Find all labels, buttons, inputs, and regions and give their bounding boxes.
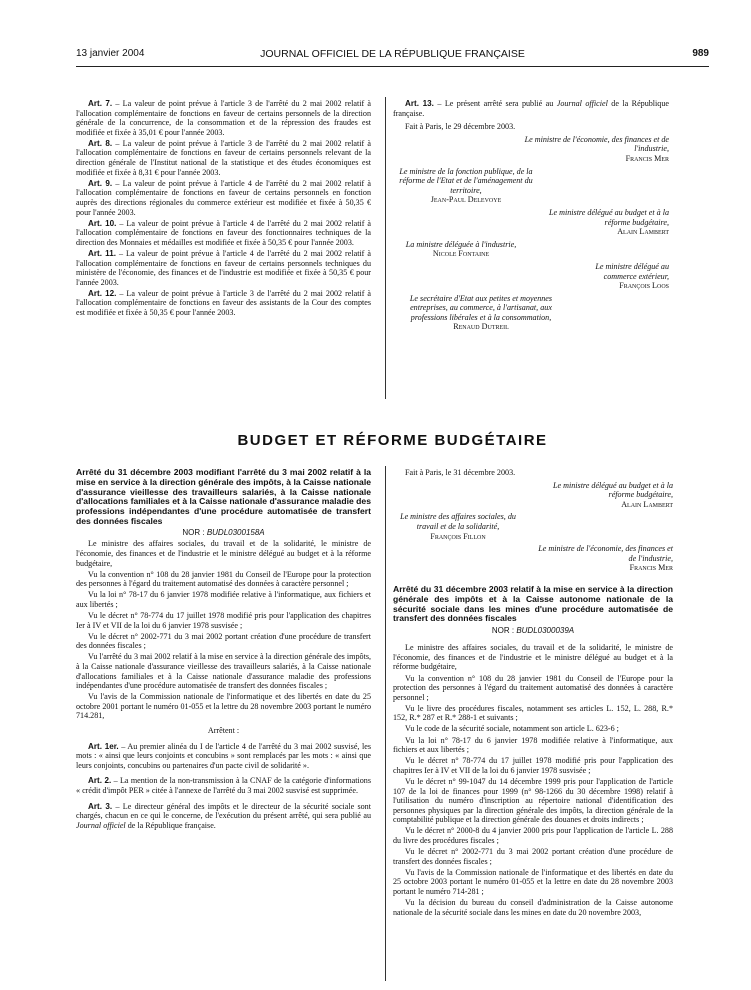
paragraph: Vu l'arrêté du 3 mai 2002 relatif à la mise en service à la direction générale des impôts, à la Caisse nationale d'assurance vieillesse des travailleurs salariés, à la Caisse nationale d'allocations familiales et à la Caisse nationale d'assurance maladie des professions indépendantes d'une procédure automatisée de transfert des données fiscales ; — [76, 652, 371, 691]
article-label: Art. 12. — [88, 288, 117, 298]
paragraph: Le ministre des affaires sociales, du travail et de la solidarité, le ministre de l'économie, des finances et de l'industrie et le ministre délégué au budget et à la réforme budgétaire, — [393, 643, 673, 672]
top-left-column — [76, 99, 371, 319]
paragraph: Vu le livre des procédures fiscales, notamment ses articles L. 152, L. 288, R.* 152, R.* 287 et R.* 288-1 et suivants ; — [393, 703, 673, 723]
signature-block — [393, 167, 669, 205]
article — [76, 219, 371, 248]
signatory-role: Le ministre des affaires sociales, du travail et de la solidarité, — [400, 512, 516, 531]
signature-block — [393, 240, 669, 259]
signature-block — [393, 208, 669, 237]
paragraph: Vu l'avis de la Commission nationale de l'informatique et des libertés en date du 25 octobre 2001 portant le numéro 01-055 et la lettre du 28 novembre 2003 portant le numéro 714.281, — [76, 692, 371, 721]
signatory-role: La ministre déléguée à l'industrie, — [405, 239, 517, 249]
article — [76, 179, 371, 217]
journal-ref: Journal officiel — [556, 99, 608, 108]
nor-label: NOR : — [491, 625, 517, 635]
paragraph: Vu la loi n° 78-17 du 6 janvier 1978 modifiée relative à l'informatique, aux fichiers et aux libertés ; — [76, 590, 371, 609]
article-13 — [393, 99, 669, 118]
signatory-role: Le ministre délégué au commerce extérieur, — [595, 261, 669, 281]
article-text: – La mention de la non-transmission à la CNAF de la catégorie d'informations « crédit d'impôt PER » citée à l'annexe de l'arrêté du 3 mai 2002 susvisé est supprimée. — [76, 776, 371, 796]
section-title: BUDGET ET RÉFORME BUDGÉTAIRE — [237, 432, 548, 449]
signatory-role: Le ministre de l'économie, des finances et de l'industrie, — [524, 134, 669, 154]
article-text: – La valeur de point prévue à l'article 3 de l'arrêté du 2 mai 2002 relatif à l'allocation complémentaire de fonctions en faveur de certains personnels relevant de la direction générale de l'Institut national de la statistique et des études économiques est modifiée et fixée à 8,31 € pour l'année 2003. — [76, 138, 371, 177]
paragraph: Vu le décret n° 78-774 du 17 juillet 1978 modifié pris pour l'application des chapitres Ier à IV et VII de la loi du 6 janvier 1978 susvisée ; — [393, 756, 673, 775]
signatory-name: Nicole Fontaine — [432, 249, 490, 259]
fait-a-paris: Fait à Paris, le 29 décembre 2003. — [405, 122, 516, 132]
signatory-name: Alain Lambert — [617, 227, 669, 237]
paragraph: Vu la convention n° 108 du 28 janvier 1981 du Conseil de l'Europe pour la protection des personnes à l'égard du traitement automatisé des données à caractère personnel ; — [393, 673, 673, 702]
signature-block — [393, 512, 673, 541]
article — [76, 742, 371, 771]
signature-block — [393, 481, 673, 510]
paragraph: Vu le décret n° 78-774 du 17 juillet 1978 modifié pris pour l'application des chapitres Ier à IV et VII de la loi du 6 janvier 1978 susvisée ; — [76, 611, 371, 630]
nor-label: NOR : — [182, 528, 207, 538]
article-text: – Au premier alinéa du I de l'article 4 de l'arrêté du 3 mai 2002 susvisé, les mots : « ainsi que leurs conjoints et concubins » sont remplacés par les mots : « ainsi que leurs conjoints, concubins ou partenaires d'un pacte civil de solidarité ». — [76, 741, 371, 770]
arretent: Arrêtent : — [207, 726, 240, 736]
signature-block — [393, 135, 669, 164]
article-text: de la République française. — [393, 99, 669, 118]
paragraph: Vu le décret n° 2002-771 du 3 mai 2002 portant création d'une procédure de transfert des données fiscales ; — [76, 631, 371, 651]
article-label: Art. 3. — [88, 801, 113, 811]
article — [76, 289, 371, 318]
column-divider-top — [385, 97, 386, 399]
arrete-title: Arrêté du 31 décembre 2003 modifiant l'arrêté du 3 mai 2002 relatif à la mise en service à la direction générale des impôts, à la Caisse nationale d'assurance vieillesse des travailleurs salariés, à la Caisse nationale d'allocations familiales et à la Caisse nationale d'assurance maladie des professions indépendantes d'une procédure automatisée de transfert des données fiscales — [76, 467, 371, 526]
paragraph: Vu la décision du bureau du conseil d'administration de la Caisse autonome nationale de la sécurité sociale dans les mines en date du 20 novembre 2003, — [393, 898, 673, 917]
nor-code: BUDL0300158A — [206, 528, 265, 538]
signature-block — [393, 294, 669, 332]
arrete-2-column — [393, 468, 673, 919]
article-text: – Le directeur général des impôts et le directeur de la sécurité sociale sont chargés, chacun en ce qui le concerne, de l'exécution du présent arrêté, qui sera publié au — [76, 801, 371, 821]
article-label: Art. 13. — [405, 99, 434, 108]
signatory-name: François Loos — [619, 281, 669, 291]
paragraph: Vu le décret n° 2002-771 du 3 mai 2002 portant création d'une procédure de transfert des données fiscales ; — [393, 847, 673, 866]
page-header — [76, 48, 709, 66]
journal-title: JOURNAL OFFICIEL DE LA RÉPUBLIQUE FRANÇAISE — [260, 48, 525, 60]
nor-code: BUDL0300039A — [516, 625, 575, 635]
nor-reference — [76, 528, 371, 538]
signatory-role: Le ministre de la fonction publique, de la réforme de l'Etat et de l'aménagement du territoire, — [399, 166, 533, 195]
fait-a-paris: Fait à Paris, le 31 décembre 2003. — [405, 468, 516, 477]
paragraph: Vu l'avis de la Commission nationale de l'informatique et des libertés en date du 25 octobre 2003 portant le numéro 01-055 et la lettre en date du 28 novembre 2003 portant le numéro 714-281 ; — [393, 867, 673, 896]
page-number: 989 — [692, 48, 709, 59]
article-label: Art. 1er. — [88, 741, 119, 751]
article — [76, 776, 371, 795]
article-text: – La valeur de point prévue à l'article 3 de l'arrêté du 2 mai 2002 relatif à l'allocation complémentaire de fonctions en faveur des assistants de la Cour des comptes est modifiée et fixée à 50,35 € pour l'année 2003. — [76, 288, 371, 317]
signatory-name: Francis Mer — [629, 563, 673, 573]
signatory-role: Le ministre délégué au budget et à la réforme budgétaire, — [549, 207, 669, 227]
article-label: Art. 8. — [88, 138, 113, 148]
top-right-column — [393, 99, 669, 332]
article-text: – La valeur de point prévue à l'article 3 de l'arrêté du 2 mai 2002 relatif à l'allocation complémentaire de fonctions en faveur de certains personnels de la direction générale de la concurrence, de la consommation et de la répression des fraudes est modifiée et fixée à 35,01 € pour l'année 2003. — [76, 99, 371, 137]
paragraph: Vu le décret n° 99-1047 du 14 décembre 1999 pris pour l'application de l'article 107 de la loi de finances pour 1999 (n° 98-1266 du 30 décembre 1998) relatif à l'utilisation du numéro d'inscription au répertoire national d'identification des personnes physiques par la direction générale des impôts, la direction générale de la comptabilité publique et la direction générale des douanes et droits indirects ; — [393, 776, 673, 825]
articles — [76, 742, 371, 796]
arrete-1-column — [76, 468, 371, 832]
article-text: – La valeur de point prévue à l'article 4 de l'arrêté du 2 mai 2002 relatif à l'allocation complémentaire de fonctions en faveur des fonctionnaires techniques de la direction des Monnaies et médailles est modifiée et fixée à 50,35 € pour l'année 2003. — [76, 218, 371, 247]
article-label: Art. 2. — [88, 776, 112, 786]
paragraph: Vu le décret n° 2000-8 du 4 janvier 2000 pris pour l'application de l'article L. 288 du livre des procédures fiscales ; — [393, 826, 673, 845]
article-label: Art. 9. — [88, 178, 113, 188]
header-rule — [76, 66, 709, 67]
article-label: Art. 7. — [88, 99, 113, 108]
column-divider-bottom — [385, 466, 386, 981]
article-label: Art. 10. — [88, 218, 117, 228]
paragraph: Le ministre des affaires sociales, du travail et de la solidarité, le ministre de l'économie, des finances et de l'industrie et le ministre délégué au budget et à la réforme budgétaire, — [76, 539, 371, 568]
article — [76, 99, 371, 137]
signature-block — [393, 544, 673, 573]
signatory-name: Francis Mer — [625, 153, 669, 163]
header-date: 13 janvier 2004 — [76, 48, 145, 59]
nor-reference — [393, 626, 673, 636]
signatory-role: Le ministre délégué au budget et à la réforme budgétaire, — [553, 480, 673, 500]
arrete-title: Arrêté du 31 décembre 2003 relatif à la mise en service à la direction générale des impôts et à la Caisse autonome nationale de la sécurité sociale dans les mines d'une procédure automatisée de transfert des données fiscales — [393, 583, 673, 624]
article — [76, 249, 371, 287]
article-text: – La valeur de point prévue à l'article 4 de l'arrêté du 2 mai 2002 relatif à l'allocation complémentaire de fonctions en faveur de certains personnels en fonction auprès des directions régionales du commerce extérieur est modifiée et fixée à 50,35 € pour l'année 2003. — [76, 178, 371, 217]
visas — [76, 539, 371, 721]
signatory-role: Le ministre de l'économie, des finances et de l'industrie, — [538, 544, 673, 563]
signatory-name: Jean-Paul Delevoye — [430, 195, 502, 205]
journal-ref: Journal officiel — [76, 820, 126, 830]
visas — [393, 643, 673, 917]
signatory-name: Alain Lambert — [621, 499, 673, 509]
signature-block — [393, 262, 669, 291]
paragraph: Vu la convention n° 108 du 28 janvier 1981 du Conseil de l'Europe pour la protection des personnes à l'égard du traitement automatisé des données à caractère personnel ; — [76, 569, 371, 589]
article-text: – La valeur de point prévue à l'article 4 de l'arrêté du 2 mai 2002 relatif à l'allocation complémentaire de fonctions en faveur de certains personnels techniques du ministère de l'économie, des finances et de l'industrie est modifiée et fixée à 50,35 € pour l'année 2003. — [76, 248, 371, 287]
article-text: de la République française. — [125, 820, 216, 830]
article-3 — [76, 802, 371, 831]
paragraph: Vu la loi n° 78-17 du 6 janvier 1978 modifiée relative à l'informatique, aux fichiers et aux libertés ; — [393, 735, 673, 755]
paragraph: Vu le code de la sécurité sociale, notamment son article L. 623-6 ; — [405, 724, 619, 734]
article — [76, 139, 371, 177]
signatory-role: Le secrétaire d'Etat aux petites et moyennes entreprises, au commerce, à l'artisanat, aux professions libérales et à la consommation, — [409, 293, 553, 322]
signatory-name: François Fillon — [430, 531, 486, 541]
signatory-name: Renaud Dutreil — [453, 322, 509, 332]
article-text: – Le présent arrêté sera publié au — [433, 99, 557, 108]
article-label: Art. 11. — [88, 248, 116, 258]
